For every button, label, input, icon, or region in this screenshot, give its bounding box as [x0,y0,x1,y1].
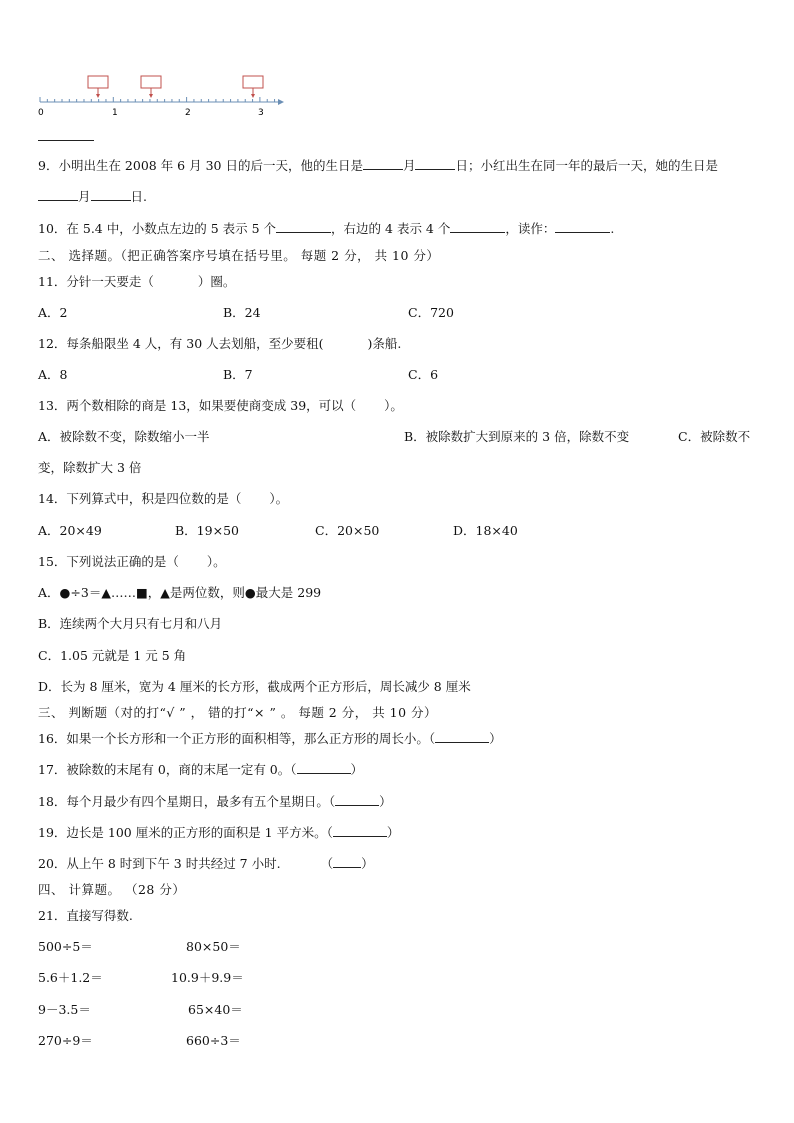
option-a[interactable]: A．20×49 [38,523,102,538]
answer-blank[interactable] [276,220,331,233]
option-a[interactable]: A．●÷3＝▲……■，▲是两位数，则●最大是 299 [38,585,322,600]
option-c[interactable]: C．1.05 元就是 1 元 5 角 [38,648,187,663]
tick-label: 2 [185,108,191,118]
question-9-cont: 月 日. [38,187,147,205]
pointer-arrow-icon [96,94,100,98]
pointer-arrow-icon [149,94,153,98]
tick-label: 1 [112,108,118,118]
answer-slot[interactable] [154,274,198,286]
option-c[interactable]: C．6 [408,367,439,382]
option-b[interactable]: B．连续两个大月只有七月和八月 [38,616,223,631]
option-d[interactable]: D．18×40 [453,523,518,538]
answer-line-q8[interactable] [38,128,94,144]
question-13: 13．两个数相除的商是 13，如果要使商变成 39，可以（ ）。 [38,398,403,413]
answer-box-1[interactable] [88,76,108,88]
option-d[interactable]: D．长为 8 厘米，宽为 4 厘米的长方形，截成两个正方形后，周长减少 8 厘米 [38,679,471,694]
calc-item: 9－3.5＝ [38,1002,91,1017]
answer-slot[interactable] [241,491,269,503]
calc-item: 10.9＋9.9＝ [171,970,244,985]
option-b[interactable]: B．19×50 [175,523,239,538]
tick-label: 3 [258,108,264,118]
question-17: 17．被除数的末尾有 0，商的末尾一定有 0。（ ） [38,762,364,777]
answer-blank[interactable] [91,188,131,201]
question-11: 11．分针一天要走（ ）圈。 [38,274,236,289]
answer-blank[interactable] [555,220,610,233]
question-12: 12．每条船限坐 4 人，有 30 人去划船，至少要租( )条船. [38,336,402,351]
option-b[interactable]: B．被除数扩大到原来的 3 倍，除数不变 [404,429,630,444]
option-b[interactable]: B．7 [223,367,253,382]
answer-blank[interactable] [335,793,379,806]
option-c[interactable]: C．被除数不 [678,429,751,444]
answer-blank[interactable] [38,188,78,201]
section-heading-choice: 二、 选择题。（把正确答案序号填在括号里。 每题 2 分， 共 10 分） [38,248,440,263]
answer-blank[interactable] [435,730,489,743]
pointer-arrow-icon [251,94,255,98]
answer-blank[interactable] [363,157,403,170]
section-heading-calc: 四、 计算题。 （28 分） [38,882,186,897]
answer-slot[interactable] [324,336,368,348]
question-19: 19．边长是 100 厘米的正方形的面积是 1 平方米。（ ） [38,825,400,840]
answer-box-3[interactable] [243,76,263,88]
calc-item: 80×50＝ [186,939,241,954]
answer-blank[interactable] [333,855,361,868]
answer-slot[interactable] [179,554,207,566]
question-15: 15．下列说法正确的是（ ）。 [38,554,226,569]
calc-item: 660÷3＝ [186,1033,241,1048]
question-14: 14．下列算式中，积是四位数的是（ ）。 [38,491,289,506]
calc-item: 270÷9＝ [38,1033,93,1048]
question-18: 18．每个月最少有四个星期日，最多有五个星期日。（ ） [38,794,392,809]
answer-blank[interactable] [450,220,505,233]
option-a[interactable]: A．2 [38,305,68,320]
option-c[interactable]: C．720 [408,305,454,320]
option-a[interactable]: A．8 [38,367,68,382]
answer-blank[interactable] [415,157,455,170]
number-line-ticks [40,97,275,102]
calc-item: 5.6＋1.2＝ [38,970,103,985]
answer-box-2[interactable] [141,76,161,88]
arrow-head-icon [278,99,284,105]
question-10: 10．在 5.4 中，小数点左边的 5 表示 5 个 ，右边的 4 表示 4 个 ，读作： . [38,221,615,236]
option-b[interactable]: B．24 [223,305,261,320]
answer-slot[interactable] [356,398,384,410]
calc-item: 500÷5＝ [38,939,93,954]
option-c[interactable]: C．20×50 [315,523,380,538]
calc-item: 65×40＝ [188,1002,243,1017]
option-c-continued: 变，除数扩大 3 倍 [38,460,142,475]
answer-blank[interactable] [333,824,387,837]
question-20: 20．从上午 8 时到下午 3 时共经过 7 小时. （ ） [38,856,374,871]
section-heading-judge: 三、 判断题（对的打“√ ” ， 错的打“× ” 。 每题 2 分， 共 10 分） [38,705,438,720]
question-16: 16．如果一个长方形和一个正方形的面积相等，那么正方形的周长小。（ ） [38,731,502,746]
number-line [30,70,290,120]
tick-label: 0 [38,108,44,118]
option-a[interactable]: A．被除数不变，除数缩小一半 [38,429,210,444]
answer-blank[interactable] [297,761,351,774]
question-21: 21．直接写得数. [38,908,133,923]
question-9: 9．小明出生在 2008 年 6 月 30 日的后一天，他的生日是 月 日；小红出生在同一年的最后一天，她的生日是 [38,158,718,173]
